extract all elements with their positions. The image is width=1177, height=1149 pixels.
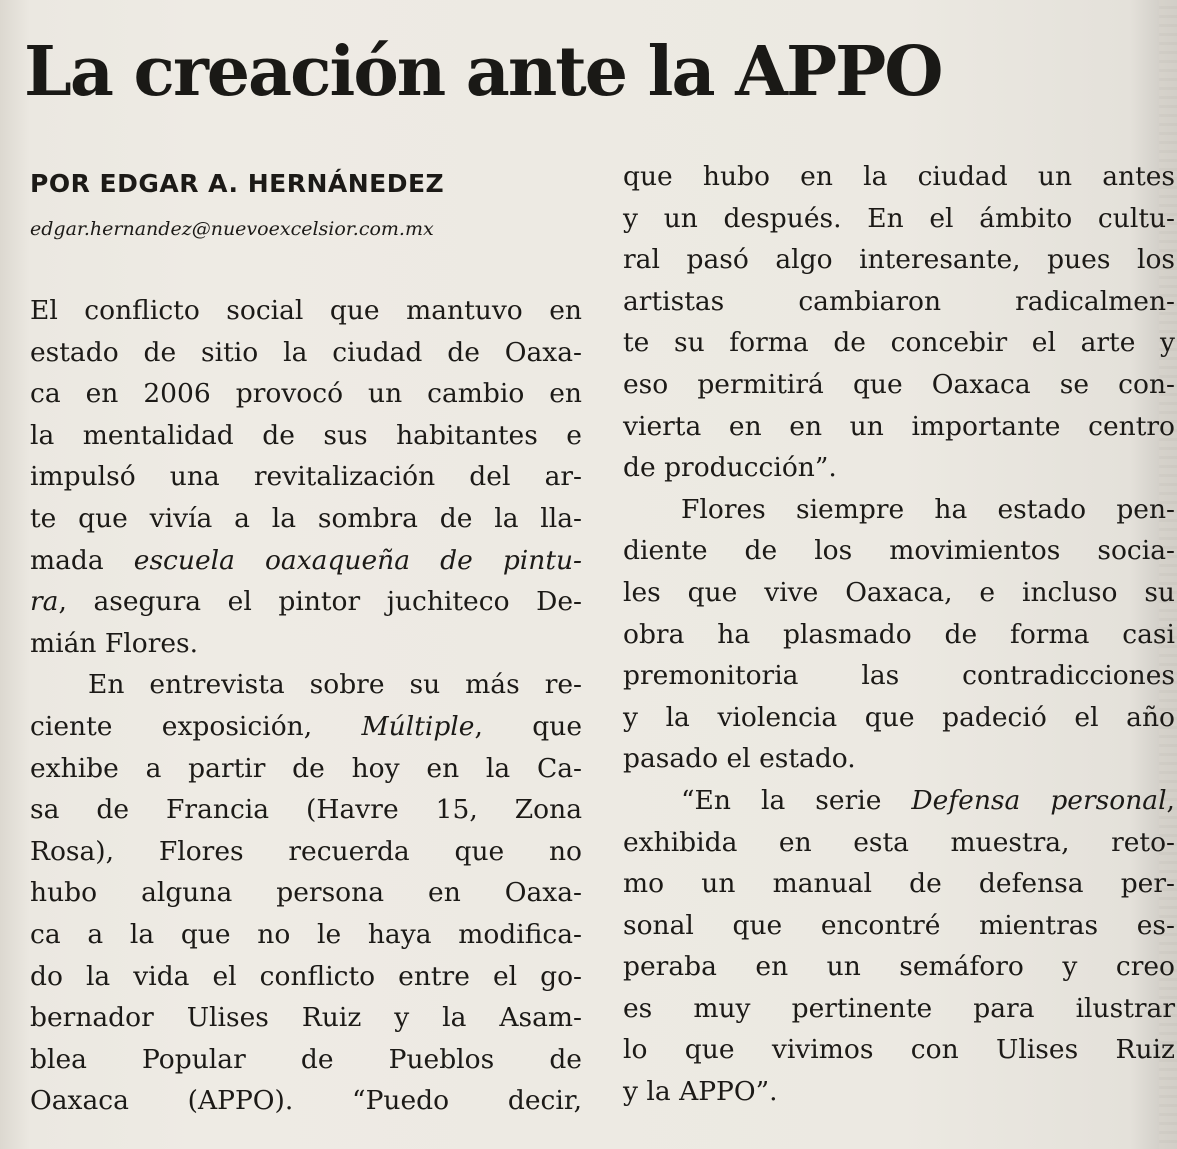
text-segment: , que <box>474 710 582 742</box>
text-line: Oaxaca (APPO). “Puedo decir, <box>30 1085 582 1117</box>
text-line: te que vivía a la sombra de la lla- <box>30 502 582 534</box>
text-line: pasado el estado. <box>623 743 856 775</box>
text-line: sa de Francia (Havre 15, Zona <box>30 794 582 826</box>
text-line: premonitoria las contradicciones <box>623 660 1175 692</box>
text-segment: , <box>1166 784 1175 816</box>
text-segment: ciente exposición, <box>30 710 362 742</box>
italic-title: escuela oaxaqueña de pintu- <box>133 544 582 576</box>
article-column-left <box>30 290 582 1122</box>
article-column-right <box>623 156 1175 1113</box>
text-line: exhibida en esta muestra, reto- <box>623 826 1175 858</box>
text-line: vierta en en un importante centro <box>623 410 1175 442</box>
text-line: ca en 2006 provocó un cambio en <box>30 378 582 410</box>
text-line: es muy pertinente para ilustrar <box>623 992 1175 1024</box>
text-line: Rosa), Flores recuerda que no <box>30 835 582 867</box>
text-segment: , asegura el pintor juchiteco De- <box>58 586 582 618</box>
text-line: diente de los movimientos socia- <box>623 535 1175 567</box>
italic-title: Defensa personal <box>911 784 1167 816</box>
article-byline: POR EDGAR A. HERNÁNEDEZ <box>30 169 445 198</box>
text-line: En entrevista sobre su más re- <box>88 669 582 701</box>
text-line: bernador Ulises Ruiz y la Asam- <box>30 1002 582 1034</box>
text-line: que hubo en la ciudad un antes <box>623 161 1175 192</box>
text-line: peraba en un semáforo y creo <box>623 951 1175 983</box>
text-line: les que vive Oaxaca, e incluso su <box>623 576 1175 608</box>
text-line: El conflicto social que mantuvo en <box>30 295 582 326</box>
text-line: impulsó una revitalización del ar- <box>30 461 582 493</box>
author-email: edgar.hernandez@nuevoexcelsior.com.mx <box>30 218 434 240</box>
text-line: y un después. En el ámbito cultu- <box>623 202 1175 234</box>
text-line: mián Flores. <box>30 627 199 659</box>
text-line: mo un manual de defensa per- <box>623 868 1175 900</box>
italic-title: Múltiple <box>361 710 475 742</box>
text-line: te su forma de concebir el arte y <box>623 327 1175 359</box>
text-line: do la vida el conflicto entre el go- <box>30 960 582 992</box>
article-headline: La creación ante la APPO <box>24 32 942 112</box>
text-line <box>30 581 582 623</box>
text-line: eso permitirá que Oaxaca se con- <box>623 368 1175 400</box>
text-line: blea Popular de Pueblos de <box>30 1043 582 1075</box>
text-line: lo que vivimos con Ulises Ruiz <box>623 1034 1175 1066</box>
italic-title: ra <box>30 586 59 618</box>
text-line: de producción”. <box>623 452 837 484</box>
text-line: artistas cambiaron radicalmen- <box>623 285 1175 317</box>
text-line: Flores siempre ha estado pen- <box>681 493 1175 525</box>
text-line <box>30 540 582 582</box>
text-line <box>30 706 582 748</box>
text-line: exhibe a partir de hoy en la Ca- <box>30 752 582 784</box>
text-line: estado de sitio la ciudad de Oaxa- <box>30 336 582 368</box>
text-line: hubo alguna persona en Oaxa- <box>30 877 582 909</box>
text-line <box>623 780 1175 822</box>
text-line: ca a la que no le haya modifica- <box>30 918 582 950</box>
text-line: sonal que encontré mientras es- <box>623 909 1175 941</box>
text-line: ral pasó algo interesante, pues los <box>623 244 1175 276</box>
text-line: obra ha plasmado de forma casi <box>623 618 1175 650</box>
text-segment: mada <box>30 544 134 576</box>
text-line: la mentalidad de sus habitantes e <box>30 419 582 451</box>
text-segment: “En la serie <box>681 784 912 816</box>
text-line: y la APPO”. <box>623 1076 778 1108</box>
text-line: y la violencia que padeció el año <box>623 701 1175 733</box>
